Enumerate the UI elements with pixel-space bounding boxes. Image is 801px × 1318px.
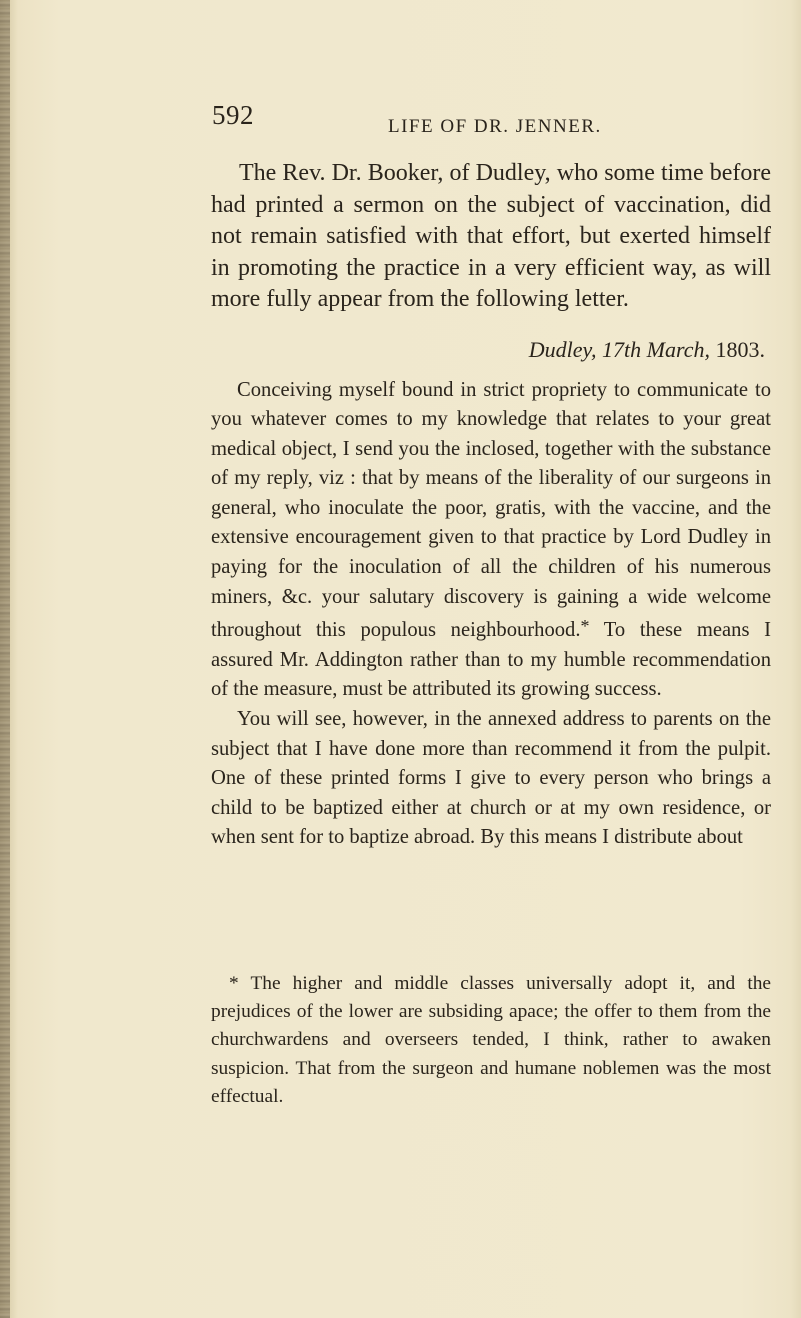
letter-paragraph-1-continued: To these means I assured Mr. Addington rather than to my humble recommendation of the measure, must be attributed its growing success. [211, 619, 771, 701]
letter-paragraph-2: You will see, however, in the annexed address to parents on the subject that I have done more than recommend it from the pulpit. One of these printed forms I give to every person who brings a child to be baptized either at church or at my own residence, or when sent for to baptize abroad. By this means I distribute about [211, 708, 771, 849]
letter-paragraph-1-text: Conceiving myself bound in strict propriety to communicate to you whatever comes to my knowledge that relates to your great medical object, I send you the inclosed, together with the substance of my reply, viz : that by means of the liberality of our surgeons in general, who inoculate the poor, gratis, with the vaccine, and the extensive encouragement given to that practice by Lord Dudley in paying for the inoculation of all the children of his numerous miners, &c. your salutary discovery is gaining a wide welcome throughout this populous neighbourhood. [211, 378, 771, 642]
letter-paragraph-1 [211, 376, 771, 706]
running-head: LIFE OF DR. JENNER. [388, 116, 602, 137]
footnote-marker: * [229, 973, 239, 994]
footnote-body: The higher and middle classes universally adopt it, and the prejudices of the lower are subsiding apace; the offer to them from the churchwardens and overseers tended, I think, rather to awaken suspicion. That from the surgeon and humane noblemen was the most effectual. [211, 973, 772, 1107]
page-header [0, 100, 801, 144]
dateline-day: 17th March, [602, 336, 710, 362]
dateline-year: 1803. [715, 336, 765, 362]
dateline-place: Dudley, [528, 336, 597, 362]
intro-paragraph: The Rev. Dr. Booker, of Dudley, who some time before had printed a sermon on the subject of vaccination, did not remain satisfied with that effort, but exerted himself in promoting the practice in a very efficient way, as will more fully appear from the following letter. [211, 160, 771, 312]
page-number: 592 [212, 100, 254, 130]
footnote-reference-marker: * [580, 616, 590, 637]
letter-dateline [211, 334, 771, 366]
book-spine-edge [0, 0, 10, 1318]
footnote [211, 970, 771, 1111]
footnote-text [211, 970, 771, 1111]
body-text [211, 158, 771, 853]
